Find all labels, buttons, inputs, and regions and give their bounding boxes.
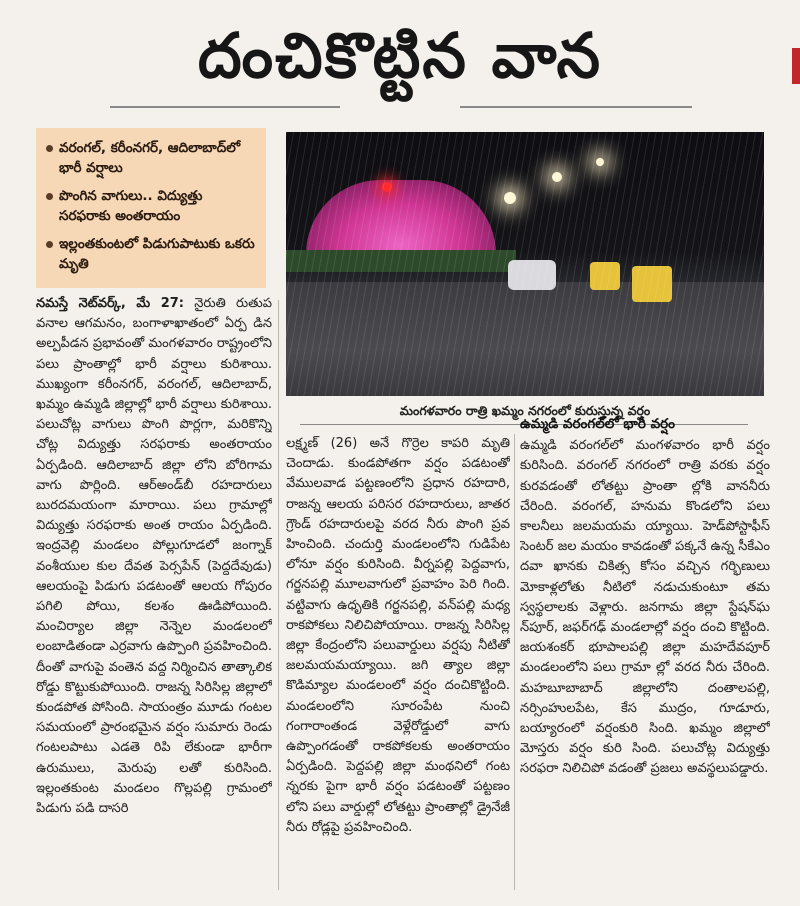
highlight-item bbox=[46, 186, 258, 226]
highlight-text: ఇల్లంతకుంటలో పిడుగుపాటుకు ఒకరు మృతి bbox=[59, 236, 255, 272]
rain-streaks bbox=[286, 132, 764, 396]
dateline: నమస్తే నెట్‌వర్క్, మే 27: bbox=[36, 296, 185, 311]
highlight-item bbox=[46, 234, 258, 274]
column-divider bbox=[514, 434, 515, 890]
column-divider bbox=[278, 300, 279, 890]
highlight-text: వరంగల్, కరీంనగర్, ఆదిలాబాద్‌లో భారీ వర్షాలు bbox=[59, 140, 241, 176]
bullet-icon bbox=[46, 145, 53, 152]
article-column-3 bbox=[520, 414, 770, 890]
headline-rule-left bbox=[110, 106, 340, 108]
highlight-item bbox=[46, 138, 258, 178]
photo-caption: మంగళవారం రాత్రి ఖమ్మం నగరంలో కురుస్తున్న వర్షం bbox=[399, 403, 651, 418]
rain-photo bbox=[286, 132, 764, 396]
article-text: ఉమ్మడి వరంగల్‌లో మంగళవారం భారీ వర్షం కురిసింది. వరంగల్ నగరంలో రాత్రి వరకు వర్షం కురవడంతో లోతట్టు ప్రాంతా ల్లోకి వాననీరు చేరింది. వరంగల్, హనుమ కొండలోని పలు కాలనీలు జలమయమ య్యాయి. హెడ్‌పోస్టాఫీస్ సెంటర్ జల మయం కావడంతో పక్కనే ఉన్న సీకేఎం దవా ఖానకు చికిత్స కోసం వచ్చిన గర్భిణులు మోకాళ్లలోతు నీటిలో నడుచుకుంటూ తమ స్వస్థలాలకు వెళ్లారు. జనగామ జిల్లా స్టేషన్‌ఘ న్‌పూర్, జఫర్‌గఢ్ మండలాల్లో వర్షం దంచి కొట్టింది. జయశంకర్ భూపాలపల్లి జిల్లా మహదేవపూర్ మండలంలోని పలు గ్రామా ల్లో వరద నీరు చేరింది. మహబూబాబాద్ జిల్లాలోని దంతాలపల్లి, నర్సింహులపేట, కేస ముద్రం, గూడూరు, బయ్యారంలో వర్షంకురి సింది. ఖమ్మం జిల్లాలో మోస్తరు వర్షం కురి సింది. పలుచోట్ల విద్యుత్తు సరఫరా నిలిచిపో వడంతో ప్రజలు అవస్థలుపడ్డారు. bbox=[520, 438, 770, 777]
article-text: లక్ష్మణ్ (26) అనే గొర్రెల కాపరి మృతి చెందాడు. కుండపోతగా వర్షం పడటంతో వేములవాడ పట్టణంలోని ప్రధాన రహదారి, రాజన్న ఆలయ పరిసర రహదారులు, జాతర గ్రౌండ్ రహదారులపై వరద నీరు పొంగి ప్రవ హించింది. చందుర్తి మండలంలోని గుడిపేట లోనూ వర్షం కురిసింది. వీర్నపల్లి పెద్దవాగు, గర్జనపల్లి మూలవాగులో ప్రవాహం పెరి గింది. వట్టివాగు ఉధృతికి గర్జనపల్లి, వన్‌పల్లి మధ్య రాకపోకలు నిలిచిపోయాయి. రాజన్న సిరిసిల్ల జిల్లా కేంద్రంలోని పలువార్డులు వర్షపు నీటితో జలమయమయ్యాయి. జగి త్యాల జిల్లా కొడిమ్యాల మండలంలో వర్షం దంచికొట్టింది. మండలంలోని సూరంపేట నుంచి గంగారాంతండ వెళ్లేరోడ్డులో వాగు ఉప్పొంగడంతో రాకపోకలకు అంతరాయం ఏర్పడింది. పెద్దపల్లి జిల్లా మంథనిలో గంట న్నరకు పైగా భారీ వర్షం పడటంతో పట్టణం లోని పలు వార్డుల్లో లోతట్టు ప్రాంతాల్లో డ్రైనేజీ నీరు రోడ్లపై ప్రవహించింది. bbox=[286, 436, 510, 835]
headline-rule-right bbox=[460, 106, 692, 108]
article-column-2 bbox=[286, 434, 510, 890]
highlights-box bbox=[36, 128, 266, 288]
bullet-icon bbox=[46, 193, 53, 200]
headline: దంచికొట్టిన వాన bbox=[197, 19, 603, 92]
highlight-text: పొంగిన వాగులు.. విద్యుత్తు సరఫరాకు అంతరాయం bbox=[59, 188, 203, 224]
section-subhead: ఉమ్మడి వరంగల్‌లో భారీ వర్షం bbox=[520, 416, 676, 432]
bullet-icon bbox=[46, 241, 53, 248]
article-column-1 bbox=[36, 294, 272, 894]
article-text: నైరుతి రుతుప వనాల ఆగమనం, బంగాళాఖాతంలో ఏర్ప డిన అల్పపీడన ప్రభావంతో మంగళవారం రాష్ట్రంలోని పలు ప్రాంతాల్లో భారీ వర్షాలు కురిశాయి. ముఖ్యంగా కరీంనగర్, వరంగల్, ఆదిలాబాద్, ఖమ్మం ఉమ్మడి జిల్లాల్లో భారీ వర్షాలు కురిశాయి. పలుచోట్ల వాగులు పొంగి పొర్లగా, మరికొన్ని చోట్ల విద్యుత్తు సరఫరాకు అంతరాయం ఏర్పడింది. ఆదిలాబాద్ జిల్లా లోని బోరిగామ వాగు పొర్లింది. ఆర్‌అండ్‌బీ రహదారులు బురదమయంగా మారాయి. పలు గ్రామాల్లో విద్యుత్తు సరఫరాకు అంత రాయం ఏర్పడింది. ఇంద్రవెల్లి మండలం పోల్లుగూడలో జంగ్నాక్ వంశీయుల కుల దేవత పెర్సపేన్ (పెద్దదేవుడు) ఆలయంపై పిడుగు పడటంతో ఆలయ గోపురం పగిలి పోయి, కలశం ఊడిపోయింది. మంచిర్యాల జిల్లా నెన్నెల మండలంలో లంబాడితండా ఎర్రవాగు ఉప్పొంగి ప్రవహించింది. దీంతో వాగుపై వంతెన వద్ద నిర్మించిన తాత్కాలిక రోడ్డు కొట్టుకుపోయింది. రాజన్న సిరిసిల్ల జిల్లాలో కుండపోత పోసింది. సాయంత్రం మూడు గంటల సమయంలో ప్రారంభమైన వర్షం సుమారు రెండు గంటలపాటు ఎడతె రిపి లేకుండా భారీగా ఉరుములు, మెరుపు లతో కురిసింది. ఇల్లంతకుంట మండలం గొల్లపల్లి గ్రామంలో పిడుగు పడి దాసరి bbox=[36, 296, 272, 817]
page-edge-marker bbox=[792, 48, 800, 84]
